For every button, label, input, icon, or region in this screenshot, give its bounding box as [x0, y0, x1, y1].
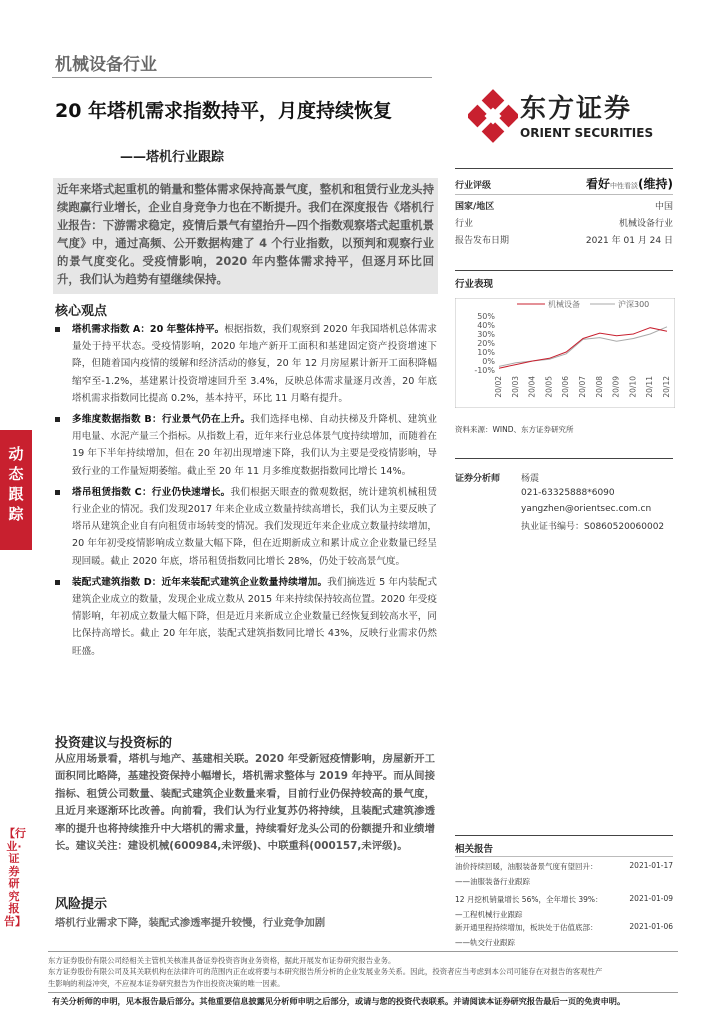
legend-label-1: 机械设备: [548, 300, 580, 309]
y-tick-labels: [474, 312, 495, 375]
related-date: 2021-01-09: [629, 894, 673, 903]
info-key: 行业: [455, 219, 474, 229]
series-line-2: [499, 327, 667, 367]
invest-text: 从应用场景看，塔机与地产、基建相关联。2020 年受新冠疫情影响，房屋新开工面积同比略降，基建投资保持小幅增长，塔机需求整体与 2019 年持平。而从间接指标、租赁公司数量、装配式建筑企业数量来看，目前行业仍保持较高的景气度，且近月来逐渐环比改善。向前看，我们认为行业复苏仍将持续，且装配式建筑渗透率的提升也将持续推升中大塔机的需求量，持续看好龙头公司的份额提升和业绩增长。建议关注：建设机械(600984,未评级)、中联重科(000157,未评级)。: [55, 753, 435, 853]
core-bullets: [55, 321, 437, 664]
analyst-top-rule: [455, 458, 673, 459]
legend-label-2: 沪深300: [618, 300, 650, 309]
x-tick-label: 20/11: [645, 376, 655, 398]
report-title: 20 年塔机需求指数持平，月度持续恢复: [55, 100, 393, 122]
side-vertical-label: 【行业·证券研究报告】: [4, 827, 26, 928]
related-sub: ——轨交行业跟踪: [455, 938, 515, 947]
info-value: 2021 年 01 月 24 日: [585, 236, 673, 246]
analyst-row: [455, 471, 673, 484]
bullet-item: [55, 574, 437, 660]
x-tick-label: 20/06: [561, 376, 571, 398]
related-top-rule: [455, 835, 673, 836]
info-value: 中国: [654, 202, 673, 212]
info-key: 国家/地区: [455, 202, 495, 212]
rating-tail: (维持): [638, 177, 673, 191]
x-tick-label: 20/03: [510, 376, 520, 398]
footer-disclaimer: [48, 955, 678, 989]
footer-line: 东方证券股份有限公司及其关联机构在法律许可的范围内正在或将要与本研究报告所分析的企业发展业务关系。因此，投资者应当考虑到本公司可能存在对报告的客观性产: [48, 967, 603, 977]
x-tick-label: 20/04: [527, 376, 537, 398]
bullet-item: [55, 321, 437, 407]
related-title: 新开通里程持续增加，板块处于估值底部：: [455, 923, 598, 932]
footer-line: 生影响的利益冲突，不应视本证券研究报告为作出投资决策的唯一因素。: [48, 978, 285, 988]
x-tick-label: 20/09: [611, 376, 621, 398]
bullet-title: 装配式建筑指数 D：近年来装配式建筑企业数量持续增加。: [72, 576, 328, 588]
chart-source: 资料来源：WIND、东方证券研究所: [455, 425, 574, 434]
related-date: 2021-01-17: [629, 861, 673, 870]
related-item[interactable]: [455, 861, 673, 872]
bullet-text: 我们根据天眼查的微观数据，统计建筑机械租赁行业企业的情况。我们发现2017 年来企业成立数量持续高增长，我们认为主要反映了塔吊从建筑企业自有向租赁市场转变的情况。我们发现近年来企业成立数量持续增加，20 年年初受疫情影响成立数量大幅下降，但在近期新成立和累计成立企业数量已经呈现回暖。截止 2020 年底，塔吊租赁指数同比增长 28%，仍处于较高景气度。: [72, 486, 437, 567]
rating-divider: [455, 194, 673, 195]
rating-small: 中性看淡: [610, 182, 639, 190]
related-date: 2021-01-06: [629, 922, 673, 931]
y-tick-label: 30%: [477, 330, 495, 339]
related-item[interactable]: [455, 922, 673, 933]
info-row: [455, 216, 673, 229]
y-tick-label: 10%: [477, 348, 495, 357]
info-key: 报告发布日期: [455, 236, 510, 246]
analyst-label: 证券分析师: [455, 474, 501, 484]
related-title: 12 月挖机销量增长 56%，全年增长 39%：: [455, 895, 603, 904]
risk-text: 塔机行业需求下降，装配式渗透率提升较慢，行业竞争加剧: [55, 917, 326, 929]
bullet-dot-icon: [55, 490, 60, 495]
rating-label: 行业评级: [455, 181, 492, 191]
x-tick-label: 20/08: [594, 376, 604, 398]
footer-top-rule: [48, 951, 678, 952]
y-tick-label: 40%: [477, 321, 495, 330]
x-tick-label: 20/02: [494, 376, 503, 398]
info-row: [455, 199, 673, 212]
related-sub: ——油服装备行业跟踪: [455, 877, 530, 886]
rating-main: 看好: [586, 177, 611, 191]
y-tick-label: 50%: [477, 312, 495, 321]
analyst-email[interactable]: yangzhen@orientsec.com.cn: [521, 504, 652, 514]
related-heading: 相关报告: [455, 844, 494, 855]
industry-performance-chart: [455, 298, 675, 408]
info-row: [455, 233, 673, 246]
bullet-item: [55, 411, 437, 480]
related-sub: —工程机械行业跟踪: [455, 910, 523, 919]
core-heading: 核心观点: [55, 304, 108, 319]
logo-text-cn: 东方证券: [520, 94, 633, 124]
bullet-dot-icon: [55, 417, 60, 422]
y-tick-label: 20%: [477, 339, 495, 348]
bullet-item: [55, 484, 437, 570]
risk-heading: 风险提示: [55, 897, 108, 912]
bullet-dot-icon: [55, 580, 60, 585]
info-value: 机械设备行业: [618, 219, 673, 229]
chart-title: 行业表现: [455, 279, 494, 290]
invest-heading: 投资建议与投资标的: [55, 736, 173, 751]
rating-row: [455, 178, 673, 191]
x-tick-labels: [494, 376, 671, 398]
bullet-text: 我们摘选近 5 年内装配式建筑企业成立的数量，发现企业成立数从 2015 年来持续保持较高位置。2020 年受疫情影响，年初成立数量大幅下降，但是近月来新成立企业数量已经恢复到较高水平，同比保持高增长。截止 20 年年底，装配式建筑指数同比增长 43%，反映行业需求仍然旺盛。: [72, 576, 437, 657]
summary-box: [53, 178, 438, 294]
rating-value: [586, 175, 673, 192]
bullet-title: 多维度数据指数 B：行业景气仍在上升。: [72, 414, 251, 426]
logo-text-en: ORIENT SECURITIES: [520, 126, 654, 140]
footer-mid-rule: [48, 992, 678, 993]
chart-top-rule: [455, 270, 673, 271]
report-subtitle: ——塔机行业跟踪: [120, 150, 225, 165]
side-tag: [0, 430, 32, 550]
related-divider: [455, 856, 673, 857]
y-tick-label: 0%: [482, 357, 495, 366]
bullet-title: 塔机需求指数 A：20 年整体持平。: [72, 324, 225, 335]
bullet-text: 我们选择电梯、自动扶梯及升降机、建筑业用电量、水泥产量三个指标。从指数上看，近年来行业总体景气度持续增加，而随着在 19 年下半年持续增加，但在 20 年初出现增速下降，我们认为主要是受疫情影响，导致行业的工作量短期萎缩。截止至 20 年 11 月多维度数据指数同比增长 14%。: [72, 414, 438, 477]
analyst-phone: 021-63325888*6090: [521, 488, 615, 498]
analyst-name: 杨震: [521, 474, 540, 484]
orient-logo-icon: [468, 88, 518, 144]
x-tick-label: 20/10: [628, 376, 638, 398]
chart-lines: [499, 327, 667, 368]
y-tick-label: -10%: [474, 366, 495, 375]
summary-text: 近年来塔式起重机的销量和整体需求保持高景气度，整机和租赁行业龙头持续跑赢行业增长，企业自身竞争力也在不断提升。我们在深度报告《塔机行业报告：下游需求稳定，疫情后景气有望抬升—四个指数观察塔式起重机景气度》中，通过高频、公开数据构建了 4 个行业指数，以预判和观察行业的景气度变化。受疫情影响，2020 年内整体需求持平，但逐月环比回升，我们认为趋势有望继续保持。: [57, 182, 434, 286]
header-divider: [52, 77, 432, 78]
related-title: 油价持续回暖，油服装备景气度有望回升：: [455, 862, 598, 871]
x-tick-label: 20/05: [544, 376, 554, 398]
bullet-text: 根据指数，我们观察到 2020 年我国塔机总体需求量处于持平状态。受疫情影响，2020 年地产新开工面积和基建固定资产投资增速下降，但随着国内疫情的缓解和经济活动的修复，20 年 12 月房屋累计新开工面积降幅缩窄至-1.2%，基建累计投资增速回升至 3.4%，反映总体需求量逐月改善，20 年底塔机需求指数同比提高 0.2%，基本持平，环比 11 月略有提升。: [72, 324, 437, 404]
side-tag-text: 动态跟踪: [8, 445, 24, 523]
footer-bold-note: 有关分析师的申明，见本报告最后部分。其他重要信息披露见分析师申明之后部分，或请与您的投资代表联系。并请阅读本证券研究报告最后一页的免责申明。: [52, 996, 626, 1006]
x-tick-label: 20/12: [662, 376, 671, 398]
analyst-license: 执业证书编号：S0860520060002: [521, 522, 665, 532]
x-tick-label: 20/07: [578, 376, 587, 398]
rating-top-rule: [455, 168, 673, 169]
footer-line: 东方证券股份有限公司经相关主管机关核准具备证券投资咨询业务资格，据此开展发布证券研究报告业务。: [48, 956, 396, 965]
bullet-dot-icon: [55, 327, 60, 332]
industry-label: 机械设备行业: [55, 55, 157, 75]
bullet-title: 塔吊租赁指数 C：行业仍快速增长。: [72, 486, 231, 498]
related-item[interactable]: [455, 894, 673, 905]
